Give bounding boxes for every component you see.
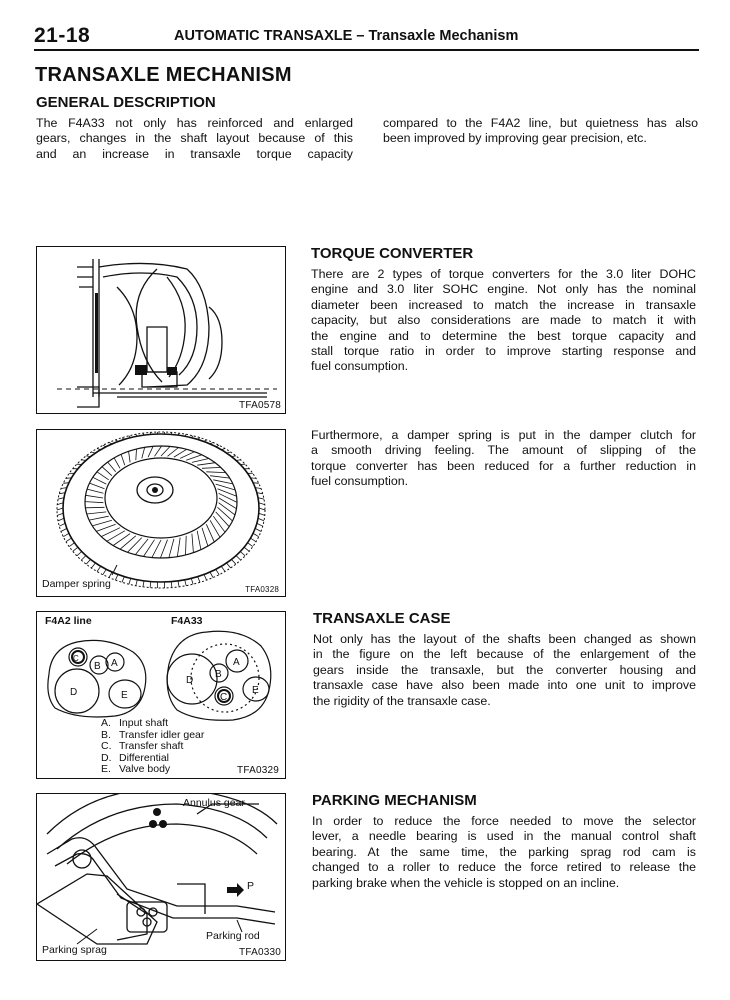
ring-gear-tooth: [259, 513, 265, 515]
turbine-blade: [206, 524, 214, 542]
legend-key: B.: [101, 728, 111, 741]
turbine-blade: [96, 524, 115, 531]
text-line: diameter been increased to match the increase in transaxle: [311, 297, 696, 312]
text-line: bearing. At the same time, the parking sprag rod cam is: [312, 844, 696, 859]
turbine-blade: [120, 536, 136, 549]
ring-gear-tooth: [57, 513, 63, 515]
turbine-blade: [219, 503, 235, 515]
ring-gear-tooth: [227, 563, 231, 568]
turbine-blade: [85, 507, 104, 508]
legend-row: [101, 718, 204, 730]
turbine-blade: [92, 520, 112, 526]
text-line: and an increase in transaxle torque capacity: [36, 146, 353, 161]
text-line: compared to the F4A2 line, but quietness has also: [383, 116, 698, 130]
header-separator: –: [356, 28, 365, 44]
figure-shaft-layout: [36, 611, 286, 779]
ring-gear-tooth: [259, 508, 265, 510]
turbine-blade: [89, 516, 109, 520]
turbine-blade: [86, 495, 104, 498]
shaft-legend: [101, 718, 204, 776]
legend-key: A.: [101, 717, 111, 729]
ring-gear-tooth: [221, 566, 225, 571]
ring-gear-tooth: [210, 572, 213, 577]
ring-gear-tooth: [81, 556, 86, 561]
turbine-blade: [97, 472, 109, 480]
ring-gear-tooth: [97, 449, 101, 450]
text-line: torque converter has been reduced for a further reduction in: [311, 458, 696, 473]
turbine-blade: [197, 463, 215, 466]
turbine-blade: [129, 451, 131, 462]
ring-gear-tooth: [57, 503, 63, 505]
header-rule: [34, 49, 699, 51]
section-title: TRANSAXLE MECHANISM: [35, 64, 292, 86]
ring-gear-tooth: [236, 556, 241, 561]
shaft-letter-b: B: [215, 669, 222, 680]
ring-gear-tooth: [115, 575, 118, 581]
legend-text: Transfer shaft: [119, 740, 184, 753]
general-col2: [383, 116, 698, 147]
figure-code: TFA0328: [245, 585, 279, 594]
figure-damper-spring: [36, 429, 286, 597]
parking-sprag-label: Parking sprag: [42, 944, 107, 956]
legend-key: D.: [101, 751, 112, 764]
ring-gear-tooth: [63, 533, 69, 536]
ring-gear-tooth: [143, 581, 144, 587]
text-line: transaxle case have also been made into one unit to improve: [313, 678, 696, 693]
shaft-letter-a: A: [233, 657, 240, 668]
turbine-blade: [102, 467, 112, 476]
turbine-blade: [197, 531, 201, 550]
ring-gear-tooth: [204, 575, 207, 581]
ring-gear-tooth: [86, 456, 90, 457]
ring-gear-tooth: [58, 518, 64, 521]
text-line: stall torque ratio in order to improve starting response and: [311, 344, 696, 359]
text-line: gears inside the transaxle, but the converter housing and: [313, 662, 696, 677]
running-header: [174, 28, 518, 44]
legend-text: Differential: [119, 751, 169, 764]
legend-text: Transfer idler gear: [119, 728, 205, 741]
annulus-gear-label: Annulus gear: [183, 797, 245, 809]
figure-code: TFA0329: [237, 765, 279, 776]
text-line: fuel consumption.: [311, 359, 409, 374]
turbine-blade: [210, 476, 230, 478]
text-line: The F4A33 not only has reinforced and enlarged: [36, 116, 353, 130]
turbine-blade: [152, 540, 161, 558]
turbine-blade: [186, 455, 202, 460]
turbine-blade: [213, 480, 233, 484]
text-line: the engine and to determine the best torque capacity and: [311, 328, 696, 343]
position-p-label: P: [247, 880, 255, 892]
ring-gear-tooth: [73, 547, 78, 551]
shaft-letter-e: E: [252, 685, 259, 696]
ring-gear-tooth: [232, 559, 236, 564]
turbine-blade: [218, 507, 233, 521]
ring-gear-tooth: [244, 547, 249, 551]
ring-gear-tooth: [221, 449, 225, 450]
legend-text: Input shaft: [119, 717, 169, 729]
ring-gear-tooth: [236, 460, 241, 461]
legend-row: [101, 764, 204, 776]
ring-gear-tooth: [240, 552, 245, 556]
ring-gear-tooth: [178, 581, 179, 587]
ring-gear-tooth: [255, 528, 261, 531]
text-line: gears, changes in the shaft layout because of this: [36, 131, 353, 146]
text-line: fuel consumption.: [311, 474, 409, 489]
f4a33-title: F4A33: [171, 615, 203, 627]
shaft-letter-e: E: [121, 690, 128, 701]
turbine-blade: [85, 502, 103, 503]
turbine-blade: [114, 458, 120, 468]
figure-code: TFA0330: [239, 947, 281, 958]
general-col1: [36, 116, 353, 162]
turbine-blade: [128, 538, 142, 553]
text-line: lever, a needle bearing is used in the manual control shaft: [312, 829, 696, 844]
shaft-letter-d: D: [70, 687, 78, 698]
turbine-blade: [186, 536, 187, 555]
shaft-letter-a: A: [111, 658, 118, 669]
torque-converter-para2: [311, 428, 696, 490]
shaft-letter-d: D: [186, 675, 194, 686]
transaxle-case-heading: TRANSAXLE CASE: [313, 610, 451, 627]
ring-gear-tooth: [150, 582, 151, 588]
turbine-blade: [161, 446, 170, 456]
turbine-blade: [93, 477, 107, 484]
text-line: changed to a roller to reduce the force retired to release the: [312, 860, 696, 875]
turbine-blade: [155, 446, 162, 456]
ring-gear-tooth: [227, 452, 231, 453]
turbine-blade: [136, 449, 137, 460]
turbine-blade: [160, 540, 167, 558]
figure-code: TFA0578: [239, 400, 281, 411]
turbine-blade: [90, 483, 105, 489]
turbine-blade: [177, 538, 180, 557]
turbine-blade: [87, 489, 103, 493]
ring-gear-tooth: [171, 582, 172, 588]
text-line: capacity, but also considerations are made to match it with: [311, 313, 696, 328]
topic-title: Transaxle Mechanism: [368, 28, 519, 44]
shaft-letter-b: B: [94, 661, 101, 672]
parking-rod-label: Parking rod: [206, 930, 260, 942]
ring-gear-tooth: [61, 528, 67, 531]
torque-converter-heading: TORQUE CONVERTER: [311, 245, 474, 262]
turbine-blade: [121, 454, 125, 465]
text-line: Furthermore, a damper spring is put in the damper clutch for: [311, 428, 696, 442]
turbine-blade: [108, 462, 116, 472]
ring-gear-tooth: [122, 577, 124, 583]
figure-parking-mechanism: [36, 793, 286, 961]
turbine-blade: [213, 516, 225, 532]
turbine-blade: [169, 539, 174, 558]
text-line: In order to reduce the force needed to move the selector: [312, 814, 696, 828]
turbine-blade: [219, 498, 237, 509]
turbine-blade: [192, 534, 194, 553]
text-line: the rigidity of the transaxle case.: [313, 693, 491, 708]
damper-spring-label: Damper spring: [42, 578, 111, 590]
text-line: parking brake when the vehicle is stopped on an incline.: [312, 875, 620, 890]
parking-text: [312, 814, 696, 891]
turbine-blade: [113, 534, 130, 546]
general-heading: GENERAL DESCRIPTION: [36, 94, 216, 111]
ring-gear-tooth: [77, 552, 82, 556]
turbine-blade: [216, 512, 230, 527]
ring-gear-tooth: [216, 569, 219, 574]
torque-converter-section-drawing: [37, 247, 285, 413]
ring-gear-tooth: [57, 508, 63, 510]
ring-gear-tooth: [109, 572, 112, 577]
ring-gear-tooth: [136, 580, 138, 586]
turbine-blade: [87, 512, 107, 514]
ring-gear-tooth: [91, 452, 95, 453]
ring-gear-tooth: [198, 577, 200, 583]
damper-spring-drawing: [37, 430, 285, 596]
ring-gear-tooth: [103, 569, 106, 574]
shaft-letter-c: C: [73, 654, 79, 663]
text-line: There are 2 types of torque converters for the 3.0 liter DOHC: [311, 267, 696, 281]
turbine-blade: [202, 467, 221, 468]
ring-gear-tooth: [248, 543, 253, 547]
turbine-blade: [148, 446, 153, 457]
text-line: been improved by improving gear precision, etc.: [383, 131, 647, 146]
ring-gear-tooth: [97, 566, 101, 571]
turbine-blade: [219, 493, 237, 502]
figure-torque-converter-section: [36, 246, 286, 414]
f4a2-title: F4A2 line: [45, 615, 92, 627]
ring-gear-tooth: [253, 533, 259, 536]
ring-gear-tooth: [69, 543, 74, 547]
transaxle-case-text: [313, 632, 696, 709]
turbine-blade: [180, 452, 194, 459]
shaft-letter-c: C: [220, 692, 228, 703]
text-line: engine and 3.0 liter SOHC engine. Not only has the nominal: [311, 282, 696, 297]
ring-gear-tooth: [191, 578, 193, 584]
ring-gear-tooth: [257, 523, 263, 526]
ring-gear-tooth: [86, 559, 90, 564]
legend-text: Valve body: [119, 763, 171, 776]
ring-gear-tooth: [66, 538, 72, 542]
legend-key: C.: [101, 740, 112, 753]
page-number: 21-18: [34, 24, 91, 47]
turbine-blade: [206, 472, 225, 473]
text-line: Not only has the layout of the shafts been changed as shown: [313, 632, 696, 646]
ring-gear-tooth: [81, 460, 86, 461]
turbine-blade: [192, 459, 209, 463]
ring-gear-tooth: [259, 503, 265, 505]
ring-gear-tooth: [258, 518, 264, 521]
ring-gear-tooth: [129, 578, 131, 584]
text-line: a smooth driving feeling. The amount of slipping of the: [311, 443, 696, 458]
ring-gear-tooth: [185, 580, 187, 586]
turbine-blade: [142, 447, 145, 458]
turbine-blade: [202, 528, 208, 546]
ring-gear-tooth: [232, 456, 236, 457]
chapter-title: AUTOMATIC TRANSAXLE: [174, 28, 353, 44]
ring-gear-tooth: [59, 523, 65, 526]
legend-key: E.: [101, 763, 111, 776]
torque-converter-para1: [311, 267, 696, 375]
text-line: in the figure on the left because of the enlargement of the: [313, 647, 696, 662]
ring-gear-tooth: [91, 563, 95, 568]
parking-heading: PARKING MECHANISM: [312, 792, 477, 809]
ring-gear-tooth: [251, 538, 257, 542]
